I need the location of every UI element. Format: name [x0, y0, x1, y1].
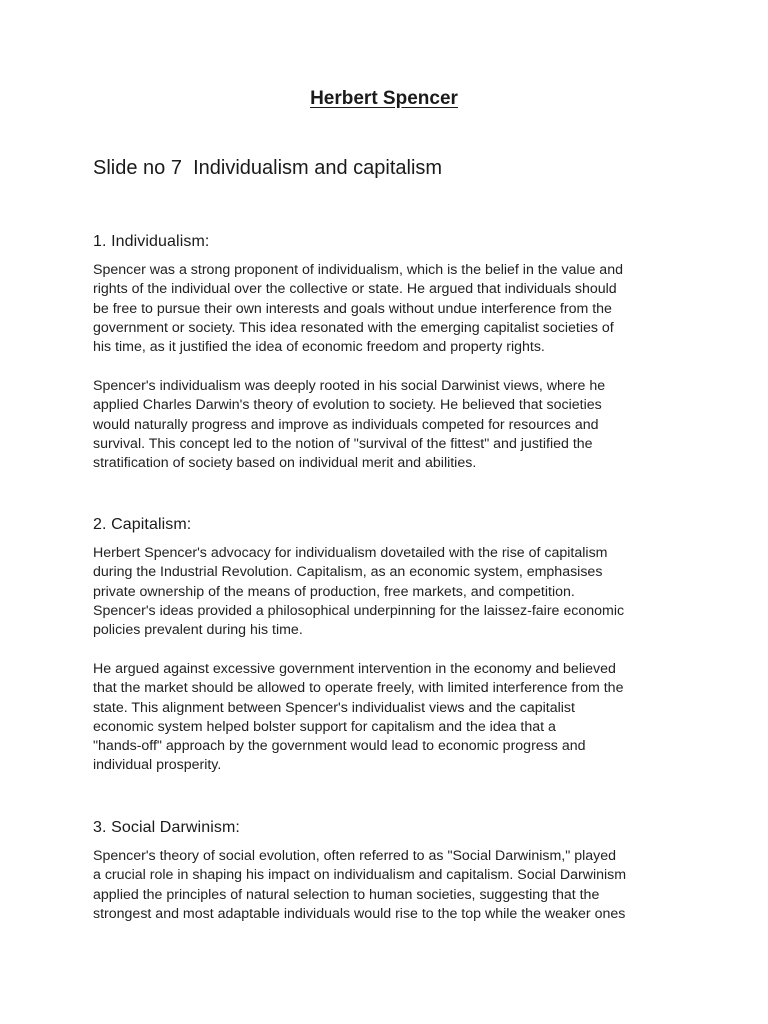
text-line: Herbert Spencer's advocacy for individualism dovetailed with the rise of capitalism: [93, 545, 608, 561]
paragraph-capitalism-2: [93, 660, 683, 776]
text-line: Spencer was a strong proponent of individualism, which is the belief in the value and: [93, 262, 623, 278]
slide-heading: Slide no 7 Individualism and capitalism: [93, 157, 443, 179]
text-line: Spencer's individualism was deeply rooted in his social Darwinist views, where he: [93, 378, 606, 394]
text-line: applied Charles Darwin's theory of evolution to society. He believed that societies: [93, 397, 602, 414]
text-line: rights of the individual over the collective or state. He argued that individuals should: [93, 281, 617, 298]
section-heading-social-darwinism: 3. Social Darwinism:: [93, 819, 240, 836]
section-heading-capitalism: 2. Capitalism:: [93, 516, 192, 533]
text-line: strongest and most adaptable individuals would rise to the top while the weaker ones: [93, 905, 626, 922]
text-line: during the Industrial Revolution. Capitalism, as an economic system, emphasises: [93, 564, 603, 581]
text-line: private ownership of the means of production, free markets, and competition.: [93, 583, 575, 600]
paragraph-individualism-1: [93, 261, 683, 357]
text-line: economic system helped bolster support for capitalism and the idea that a: [93, 718, 556, 735]
text-line: that the market should be allowed to operate freely, with limited interference from the: [93, 680, 624, 697]
text-line: Spencer's theory of social evolution, often referred to as "Social Darwinism," played: [93, 848, 616, 864]
text-line: "hands-off" approach by the government would lead to economic progress and: [93, 738, 586, 755]
text-line: government or society. This idea resonated with the emerging capitalist societies of: [93, 319, 614, 336]
text-line: a crucial role in shaping his impact on individualism and capitalism. Social Darwinism: [93, 867, 627, 884]
text-line: be free to pursue their own interests and goals without undue interference from the: [93, 300, 612, 317]
text-line: state. This alignment between Spencer's individualist views and the capitalist: [93, 699, 575, 716]
text-line: stratification of society based on individual merit and abilities.: [93, 455, 477, 472]
text-line: survival. This concept led to the notion of "survival of the fittest" and justified the: [93, 435, 593, 452]
paragraph-capitalism-1: [93, 544, 683, 640]
text-line: would naturally progress and improve as individuals competed for resources and: [93, 416, 599, 433]
text-line: policies prevalent during his time.: [93, 622, 303, 639]
text-line: Spencer's ideas provided a philosophical underpinning for the laissez-faire economic: [93, 602, 625, 619]
text-line: He argued against excessive government intervention in the economy and believed: [93, 661, 616, 677]
paragraph-individualism-2: [93, 377, 683, 473]
text-line: his time, as it justified the idea of economic freedom and property rights.: [93, 339, 545, 356]
section-heading-individualism: 1. Individualism:: [93, 233, 210, 250]
text-line: applied the principles of natural selection to human societies, suggesting that the: [93, 886, 600, 903]
paragraph-social-darwinism-1: [93, 847, 683, 924]
document-title: Herbert Spencer: [310, 88, 458, 109]
text-line: individual prosperity.: [93, 757, 222, 774]
